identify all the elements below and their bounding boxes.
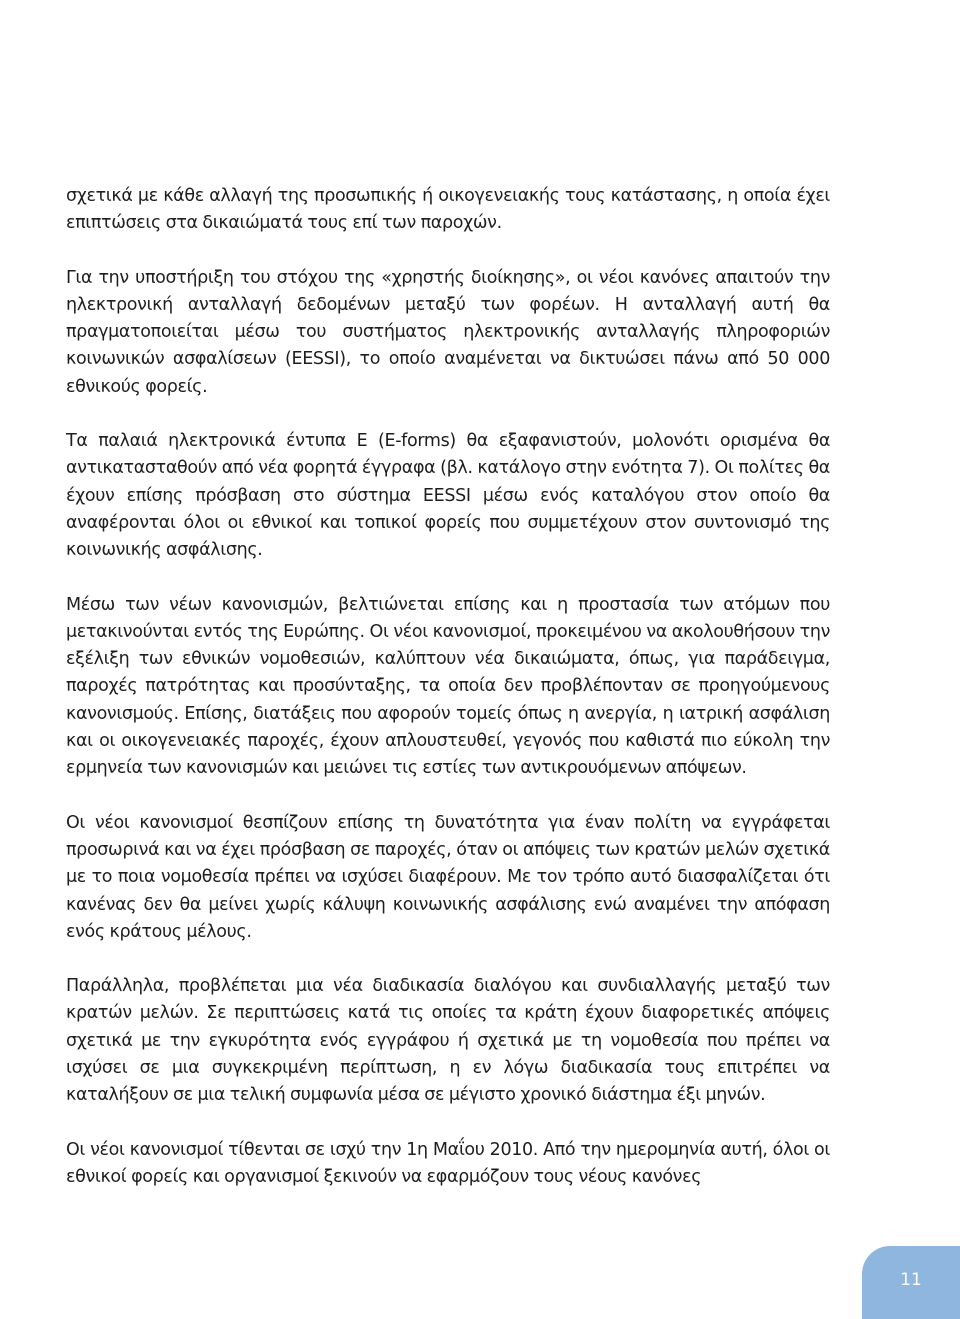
paragraph-6: Παράλληλα, προβλέπεται μια νέα διαδικασία διαλόγου και συνδιαλλαγής μεταξύ των κρατών μελών. Σε περιπτώσεις κατά τις οποίες τα κράτη έχουν διαφορετικές απόψεις σχετικά με την εγκυρότητα ενός εγγράφου ή σχετικά με τη νομοθεσία που πρέπει να ισχύσει σε μια συγκεκριμένη περίπτωση, η εν λόγω διαδικασία τους επιτρέπει να καταλήξουν σε μια τελική συμφωνία μέσα σε μέγιστο χρονικό διάστημα έξι μηνών. — [66, 976, 830, 1106]
paragraph-4: Μέσω των νέων κανονισμών, βελτιώνεται επίσης και η προστασία των ατόμων που μετακινούνται εντός της Ευρώπης. Οι νέοι κανονισμοί, προκειμένου να ακολουθήσουν την εξέλιξη των εθνικών νομοθεσιών, καλύπτουν νέα δικαιώματα, όπως, για παράδειγμα, παροχές πατρότητας και προσύνταξης, τα οποία δεν προβλέπονταν σε προηγούμενους κανονισμούς. Επίσης, διατάξεις που αφορούν τομείς όπως η ανεργία, η ιατρική ασφάλιση και οι οικογενειακές παροχές, έχουν απλουστευθεί, γεγονός που καθιστά πιο εύκολη την ερμηνεία των κανονισμών και μειώνει τις εστίες των αντικρουόμενων απόψεων. — [66, 594, 830, 779]
page-number: 11 — [900, 1270, 922, 1290]
document-body — [66, 183, 830, 1218]
paragraph-7: Οι νέοι κανονισμοί τίθενται σε ισχύ την 1η Μαΐου 2010. Από την ημερομηνία αυτή, όλοι οι εθνικοί φορείς και οργανισμοί ξεκινούν να εφαρμόζουν τους νέους κανόνες — [66, 1139, 830, 1187]
paragraph-3: Τα παλαιά ηλεκτρονικά έντυπα Ε (E-forms) θα εξαφανιστούν, μολονότι ορισμένα θα αντικατασταθούν από νέα φορητά έγγραφα (βλ. κατάλογο στην ενότητα 7). Οι πολίτες θα έχουν επίσης πρόσβαση στο σύστημα EESSI μέσω ενός καταλόγου στον οποίο θα αναφέρονται όλοι οι εθνικοί και τοπικοί φορείς που συμμετέχουν στον συντονισμό της κοινωνικής ασφάλισης. — [66, 431, 830, 561]
paragraph-1: σχετικά με κάθε αλλαγή της προσωπικής ή οικογενειακής τους κατάστασης, η οποία έχει επιπτώσεις στα δικαιώματά τους επί των παροχών. — [66, 186, 830, 234]
page-number-tab — [862, 1246, 960, 1319]
paragraph-2: Για την υποστήριξη του στόχου της «χρηστής διοίκησης», οι νέοι κανόνες απαιτούν την ηλεκτρονική ανταλλαγή δεδομένων μεταξύ των φορέων. Η ανταλλαγή αυτή θα πραγματοποιείται μέσω του συστήματος ηλεκτρονικής ανταλλαγής πληροφοριών κοινωνικών ασφαλίσεων (EESSI), το οποίο αναμένεται να δικτυώσει πάνω από 50 000 εθνικούς φορείς. — [66, 267, 830, 397]
paragraph-5: Οι νέοι κανονισμοί θεσπίζουν επίσης τη δυνατότητα για έναν πολίτη να εγγράφεται προσωρινά και να έχει πρόσβαση σε παροχές, όταν οι απόψεις των κρατών μελών σχετικά με το ποια νομοθεσία πρέπει να ισχύσει διαφέρουν. Με τον τρόπο αυτό διασφαλίζεται ότι κανένας δεν θα μείνει χωρίς κάλυψη κοινωνικής ασφάλισης ενώ αναμένει την απόφαση ενός κράτους μέλους. — [66, 812, 830, 942]
